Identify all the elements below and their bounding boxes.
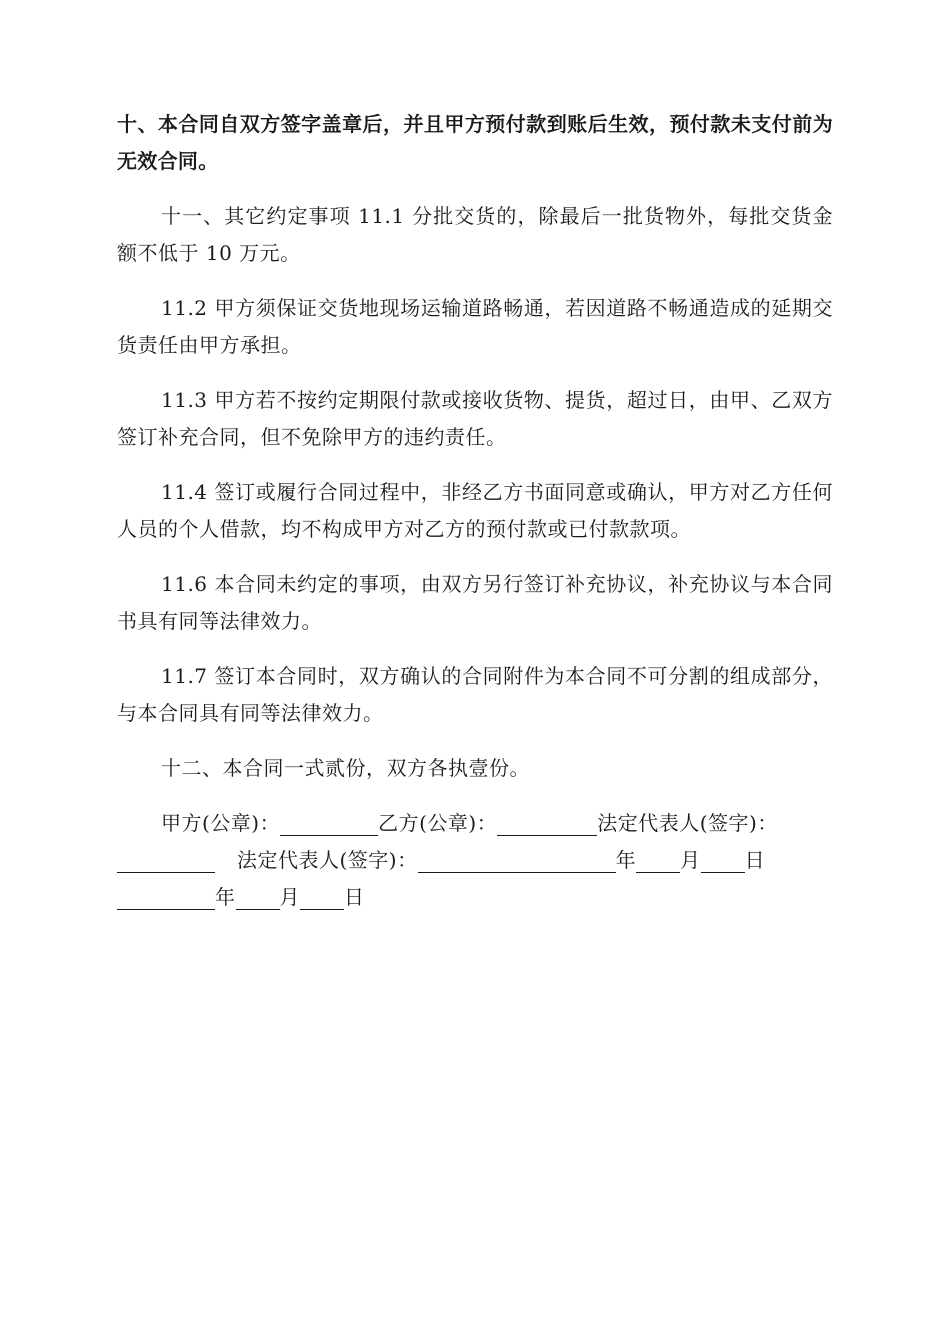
clause-11-3: 11.3 甲方若不按约定期限付款或接收货物、提货，超过日，由甲、乙双方签订补充合同，但不免除甲方的违约责任。 [117, 388, 833, 449]
document-page [117, 106, 833, 916]
signature-line-3 [117, 879, 833, 916]
day-label-a: 日 [744, 848, 766, 872]
clause-11-4: 11.4 签订或履行合同过程中，非经乙方书面同意或确认，甲方对乙方任何人员的个人借款，均不构成甲方对乙方的预付款或已付款款项。 [117, 480, 833, 541]
clause-11-2: 11.2 甲方须保证交货地现场运输道路畅通，若因道路不畅通造成的延期交货责任由甲方承担。 [117, 296, 833, 357]
party-b-seal-label: 乙方(公章)： [378, 811, 498, 835]
legal-rep-b-label: 法定代表人(签字)： [237, 848, 418, 872]
month-label-b: 月 [279, 885, 300, 909]
month-label-a: 月 [680, 848, 701, 872]
year-label-a: 年 [615, 848, 637, 872]
clause-10: 十、本合同自双方签字盖章后，并且甲方预付款到账后生效，预付款未支付前为无效合同。 [117, 112, 833, 173]
legal-rep-a-blank [117, 850, 215, 873]
month-blank-a [636, 850, 680, 873]
party-b-seal-blank [497, 813, 597, 836]
clause-11: 十一、其它约定事项 11.1 分批交货的，除最后一批货物外，每批交货金额不低于 10 万元。 [117, 204, 833, 265]
legal-rep-a-label: 法定代表人(签字)： [597, 811, 778, 835]
day-blank-b [300, 887, 344, 910]
day-blank-a [701, 850, 745, 873]
signature-block [117, 805, 833, 916]
party-a-seal-blank [280, 813, 378, 836]
party-a-seal-label: 甲方(公章)： [161, 811, 281, 835]
month-blank-b [236, 887, 280, 910]
year-blank-b [117, 887, 215, 910]
clause-11-6: 11.6 本合同未约定的事项，由双方另行签订补充协议，补充协议与本合同书具有同等法律效力。 [117, 572, 833, 633]
signature-line-1 [117, 805, 833, 842]
day-label-b: 日 [344, 885, 365, 909]
clause-11-7: 11.7 签订本合同时，双方确认的合同附件为本合同不可分割的组成部分，与本合同具有同等法律效力。 [117, 664, 833, 725]
legal-rep-b-blank [418, 850, 616, 873]
signature-line-2 [117, 842, 833, 879]
year-label-b: 年 [215, 885, 236, 909]
clause-12: 十二、本合同一式贰份，双方各执壹份。 [161, 756, 530, 780]
